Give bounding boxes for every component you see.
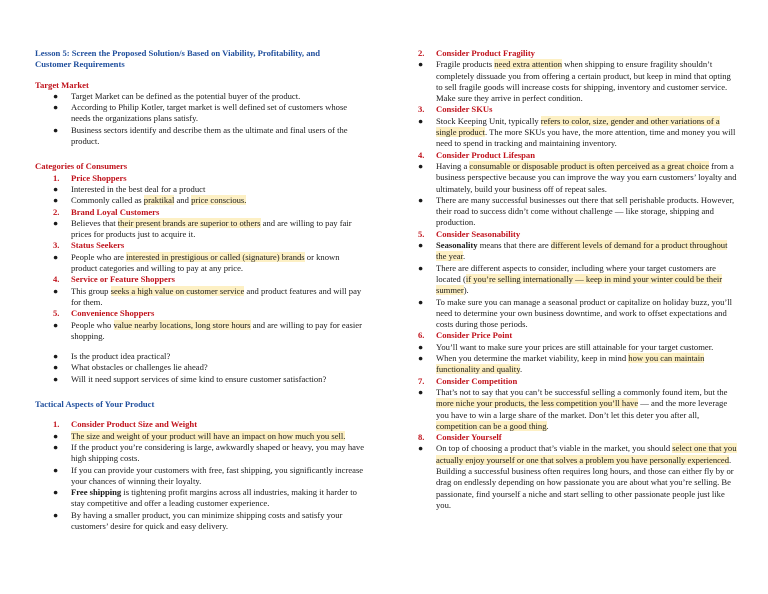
bullet-icon: ● (53, 319, 59, 330)
bullet-text: when shipping to ensure fragility shouldn’t completely dissuade you from offering a certain product, but keep in mind that opting to sell fragile goods will increase costs for shipping, inventory and customer service. Make sure they arrive in perfect condition. (436, 59, 731, 104)
bullet-text: Stock Keeping Unit, typically (436, 115, 541, 126)
highlighted-text: if you’re selling internationally — keep in mind your winter could be their summer (436, 273, 723, 296)
bullet-icon: ● (418, 194, 424, 205)
tactical-bullet (418, 263, 738, 297)
bullet-icon: ● (53, 373, 59, 384)
bullet-text: Interested in the best deal for a product (71, 183, 206, 194)
tactical-bullet (418, 240, 738, 263)
highlighted-text: different levels of demand for a product throughout the year (436, 240, 728, 262)
target-market-bullet (53, 102, 367, 125)
highlighted-text: price conscious. (191, 195, 247, 206)
bullet-icon: ● (53, 362, 59, 373)
tactical-title: Consider Product Lifespan (436, 149, 535, 160)
tactical-bullet (418, 59, 738, 104)
tactical-price-point (418, 330, 738, 341)
tactical-bullet (418, 195, 738, 229)
bullet-icon: ● (53, 102, 59, 113)
bullet-text: Business sectors identify and describe them as the ultimate and final users of the product. (71, 124, 348, 147)
tactical-bullet (418, 161, 738, 195)
tactical-bullet (418, 443, 738, 511)
bullet-icon: ● (53, 464, 59, 475)
list-number: 5. (53, 308, 60, 319)
bullet-text: To make sure you can manage a seasonal product or capitalize on holiday buzz, you’ll need to determine your own business downtime, and work to offset expectations and costs during those periods. (436, 296, 733, 330)
tactical-bullet (53, 487, 367, 510)
bullet-text: You’ll want to make sure your prices are still attainable for your target customer. (436, 341, 714, 352)
categories-heading: Categories of Consumers (35, 161, 128, 172)
bullet-text: Believes that (71, 217, 118, 228)
highlighted-text: select one that you actually enjoy yourself or one that solves a problem you have personally experienced (436, 443, 737, 465)
lesson-title-line-2: Customer Requirements (35, 59, 125, 70)
bullet-icon: ● (53, 90, 59, 101)
highlighted-text: seeks a high value on customer service (110, 285, 245, 296)
list-number: 5. (418, 228, 425, 239)
list-number: 3. (53, 240, 60, 251)
highlighted-text: praktikal (143, 195, 175, 206)
tactical-size-weight (53, 419, 367, 430)
tactical-bullet (53, 442, 367, 465)
bullet-text: from a business perspective because you can improve the way you earn customers’ loyalty and ultimately, build your business off of repeat sales. (436, 160, 737, 194)
bold-term: Seasonality (436, 240, 478, 251)
tactical-title: Consider Competition (436, 375, 518, 386)
tactical-competition (418, 376, 738, 387)
category-service-feature (53, 274, 367, 285)
bullet-text: ). (463, 285, 469, 296)
list-number: 1. (53, 172, 60, 183)
category-bullet (53, 286, 367, 309)
bullet-icon: ● (53, 195, 59, 206)
target-market-bullet (53, 125, 367, 148)
category-status-seekers (53, 240, 367, 251)
category-title: Convenience Shoppers (71, 308, 155, 319)
highlighted-text: how you can maintain functionality and quality (436, 353, 705, 375)
bullet-text: People who (71, 319, 114, 330)
bullet-icon: ● (53, 351, 59, 362)
bullet-text: There are different aspects to consider, including where your target customers are located ( (436, 262, 716, 284)
lesson-title-line-1: Lesson 5: Screen the Proposed Solution/s Based on Viability, Profitability, and (35, 48, 321, 58)
bullet-text: . Building a successful business often requires long hours, and those can either fly by or drag on endlessly depending on how passionate you are about what you’re selling. Be passionate, find yourself a niche and start selling to other passionate people just like you. (436, 454, 734, 510)
highlighted-text: The size and weight of your product will have an impact on how much you sell. (71, 430, 346, 441)
bullet-text: . (462, 251, 466, 262)
highlighted-text: competition can be a good thing (436, 420, 547, 431)
highlighted-text: their present brands are superior to others (117, 217, 261, 228)
list-number: 1. (53, 419, 60, 430)
bullet-text: There are many successful businesses out there that sell perishable products. However, their road to success didn’t come without challenge — like storage, shipping and production. (436, 194, 735, 228)
bullet-text: That’s not to say that you can’t be successful selling a commonly found item, but the (436, 386, 728, 397)
bullet-icon: ● (418, 353, 424, 364)
tactical-title: Consider Yourself (436, 432, 502, 443)
question-bullet (53, 374, 367, 385)
tactical-heading: Tactical Aspects of Your Product (35, 399, 155, 410)
bullet-text: . (519, 364, 523, 375)
bullet-text: If the product you’re considering is large, awkwardly shaped or heavy, you may have high shipping costs. (71, 441, 365, 464)
tactical-seasonability (418, 229, 738, 240)
bullet-icon: ● (418, 296, 424, 307)
highlighted-text: interested in prestigious or called (signature) brands (126, 251, 305, 262)
bullet-icon: ● (418, 59, 424, 70)
bullet-text: Target Market can be defined as the potential buyer of the product. (71, 90, 301, 101)
bullet-text: or known product categories and willing to pay at any price. (71, 251, 340, 274)
list-number: 2. (418, 48, 425, 58)
tactical-fragility (418, 48, 738, 59)
tactical-bullet (418, 342, 738, 353)
bullet-text: Fragile products (436, 59, 495, 70)
bullet-icon: ● (418, 160, 424, 171)
category-title: Brand Loyal Customers (71, 206, 160, 217)
bullet-icon: ● (418, 386, 424, 397)
bullet-text: is tightening profit margins across all industries, making it harder to stay competitive and offer a leading customer experience. (71, 487, 357, 509)
list-number: 8. (418, 432, 425, 443)
bullet-icon: ● (53, 487, 59, 498)
bullet-text: . (546, 420, 549, 431)
tactical-bullet (418, 353, 738, 376)
bullet-icon: ● (53, 441, 59, 452)
bullet-icon: ● (418, 115, 424, 126)
bullet-text: By having a smaller product, you can minimize shipping costs and satisfy your customers’ desire for quick and easy delivery. (71, 509, 343, 531)
tactical-bullet (418, 116, 738, 150)
highlighted-text: refers to color, size, gender and other variations of a single product (436, 115, 720, 138)
left-column (35, 48, 367, 532)
tactical-bullet (53, 510, 367, 533)
category-bullet (53, 218, 367, 241)
tactical-title: Consider Product Fragility (436, 48, 535, 58)
highlighted-text: consumable or disposable product is often perceived as a great choice (469, 160, 710, 171)
category-title: Status Seekers (71, 240, 125, 251)
bullet-text: and product features and will pay for them. (71, 285, 362, 307)
category-brand-loyal (53, 207, 367, 218)
tactical-lifespan (418, 150, 738, 161)
bullet-text: According to Philip Kotler, target market is well defined set of customers whose needs the organizations plans satisfy. (71, 102, 348, 124)
tactical-bullet (418, 297, 738, 331)
category-bullet (53, 252, 367, 275)
tactical-bullet (53, 431, 367, 442)
bullet-text: and are willing to pay fair prices for products just to acquire it. (71, 217, 352, 240)
category-title: Service or Feature Shoppers (71, 274, 175, 285)
bullet-text: Commonly called as (71, 195, 144, 206)
bullet-text: This group (71, 285, 111, 296)
bullet-text: When you determine the market viability, keep in mind (436, 353, 629, 364)
bullet-icon: ● (53, 183, 59, 194)
tactical-bullet (418, 387, 738, 432)
lesson-title (35, 48, 367, 71)
question-bullet (53, 351, 367, 362)
list-number: 4. (53, 274, 60, 285)
target-market-bullet (53, 91, 367, 102)
category-convenience (53, 308, 367, 319)
bullet-icon: ● (53, 285, 59, 296)
highlighted-text: need extra attention (494, 59, 563, 70)
list-number: 4. (418, 149, 425, 160)
category-title: Price Shoppers (71, 172, 127, 183)
bullet-text: Will it need support services of sime kind to ensure customer satisfaction? (71, 373, 327, 384)
bullet-icon: ● (53, 430, 59, 441)
category-bullet (53, 320, 367, 343)
target-market-heading: Target Market (35, 79, 89, 90)
bullet-text: If you can provide your customers with free, fast shipping, you significantly increase your chances of winning their loyalty. (71, 464, 364, 486)
tactical-skus (418, 104, 738, 115)
tactical-bullet (53, 465, 367, 488)
tactical-title: Consider Product Size and Weight (71, 419, 198, 430)
tactical-title: Consider SKUs (436, 104, 493, 115)
bullet-icon: ● (53, 217, 59, 228)
category-bullet (53, 184, 367, 195)
highlighted-text: value nearby locations, long store hours (113, 319, 251, 330)
question-bullet (53, 362, 367, 373)
bullet-icon: ● (418, 443, 424, 454)
bullet-text: and are willing to pay for easier shopping. (71, 319, 362, 341)
bold-term: Free shipping (71, 487, 122, 498)
bullet-icon: ● (53, 251, 59, 262)
bullet-text: Is the product idea practical? (71, 351, 171, 362)
bullet-text: and (174, 195, 192, 206)
bullet-icon: ● (418, 262, 424, 273)
right-column (418, 48, 738, 511)
list-number: 6. (418, 330, 425, 341)
bullet-text: People who are (71, 251, 127, 262)
tactical-yourself (418, 432, 738, 443)
bullet-text: What obstacles or challenges lie ahead? (71, 362, 208, 373)
tactical-title: Consider Seasonability (436, 228, 521, 239)
list-number: 7. (418, 375, 425, 386)
bullet-text: On top of choosing a product that’s viable in the market, you should (436, 443, 673, 454)
bullet-text: Having a (436, 160, 470, 171)
bullet-text: means that there are (477, 240, 551, 251)
list-number: 3. (418, 104, 425, 115)
list-number: 2. (53, 206, 60, 217)
bullet-text: — and the more leverage you have to win a large share of the market. Don’t let this deter you after all, (436, 398, 728, 420)
bullet-icon: ● (53, 124, 59, 135)
highlighted-text: more niche your products, the less competition you’ll have (436, 398, 639, 409)
bullet-icon: ● (418, 341, 424, 352)
bullet-icon: ● (418, 240, 424, 251)
category-price-shoppers (53, 173, 367, 184)
bullet-icon: ● (53, 509, 59, 520)
bullet-text: . The more SKUs you have, the more attention, time and money you will need to spend in tracking and maintaining inventory. (436, 127, 736, 149)
tactical-title: Consider Price Point (436, 330, 513, 341)
category-bullet (53, 195, 367, 206)
